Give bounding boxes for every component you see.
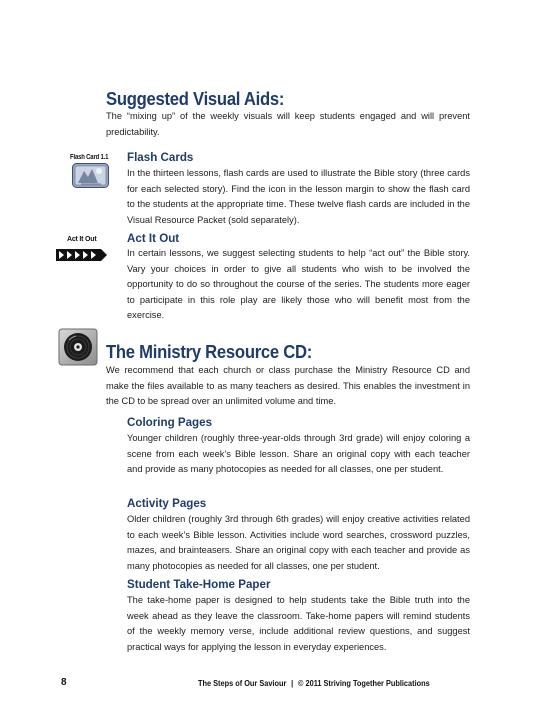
resource-cd-heading: The Ministry Resource CD: bbox=[106, 341, 313, 362]
act-it-out-icon-label: Act It Out bbox=[67, 236, 97, 243]
resource-cd-intro: We recommend that each church or class purchase the Ministry Resource CD and make the files available to as many teachers as desired. This enables the investment in the CD to be spread over an unlimited volume and time. bbox=[106, 365, 470, 406]
coloring-pages-title: Coloring Pages bbox=[127, 416, 213, 429]
footer-book-title: The Steps of Our Saviour bbox=[198, 679, 287, 688]
flash-cards-text: In the thirteen lessons, flash cards are used to illustrate the Bible story (three cards for each selected story). Find the icon in the lesson margin to show the flash card to the students at the appropriate time. These twelve flash cards are included in the Visual Resource Packet (sold separately). bbox=[127, 168, 470, 225]
flash-card-icon-label: Flash Card 1.1 bbox=[70, 154, 109, 161]
footer-copyright: © 2011 Striving Together Publications bbox=[298, 679, 430, 688]
visual-aids-heading: Suggested Visual Aids: bbox=[106, 88, 285, 109]
visual-aids-intro: The “mixing up” of the weekly visuals will keep students engaged and will prevent predictability. bbox=[106, 111, 470, 137]
coloring-pages-text: Younger children (roughly three-year-olds through 3rd grade) will enjoy coloring a scene from each week’s Bible lesson. Share an original copy with each teacher and provide as many photocopies as needed for all classes, one per student. bbox=[127, 433, 470, 474]
act-it-out-title: Act It Out bbox=[127, 232, 180, 245]
flash-card-icon bbox=[72, 163, 109, 188]
act-it-out-text: In certain lessons, we suggest selecting students to help “act out” the Bible story. Vary your choices in order to give all students who wish to be involved the opportunity to do so throughout the course of the series. The students more eager to participate in this role play are likely those who will benefit most from the exercise. bbox=[127, 248, 470, 320]
page-number: 8 bbox=[61, 677, 67, 688]
activity-pages-text: Older children (roughly 3rd through 6th grades) will enjoy creative activities related to each week’s Bible lesson. Activities include word searches, crossword puzzles, mazes, and brainteasers. Share an original copy with each teacher and provide as many photocopies as needed for all classes, one per student. bbox=[127, 514, 470, 571]
film-strip-arrow-icon bbox=[56, 248, 107, 260]
footer-separator: | bbox=[291, 679, 294, 688]
activity-pages-title: Activity Pages bbox=[127, 497, 207, 510]
take-home-paper-title: Student Take-Home Paper bbox=[127, 578, 271, 591]
flash-cards-title: Flash Cards bbox=[127, 151, 194, 164]
take-home-paper-text: The take-home paper is designed to help students take the Bible truth into the week ahead as they leave the classroom. Take-home papers will remind students of the weekly memory verse, include additional review questions, and suggest practical ways for applying the lesson in everyday experiences. bbox=[127, 595, 470, 652]
cd-icon bbox=[58, 328, 98, 366]
footer-line bbox=[198, 679, 430, 688]
